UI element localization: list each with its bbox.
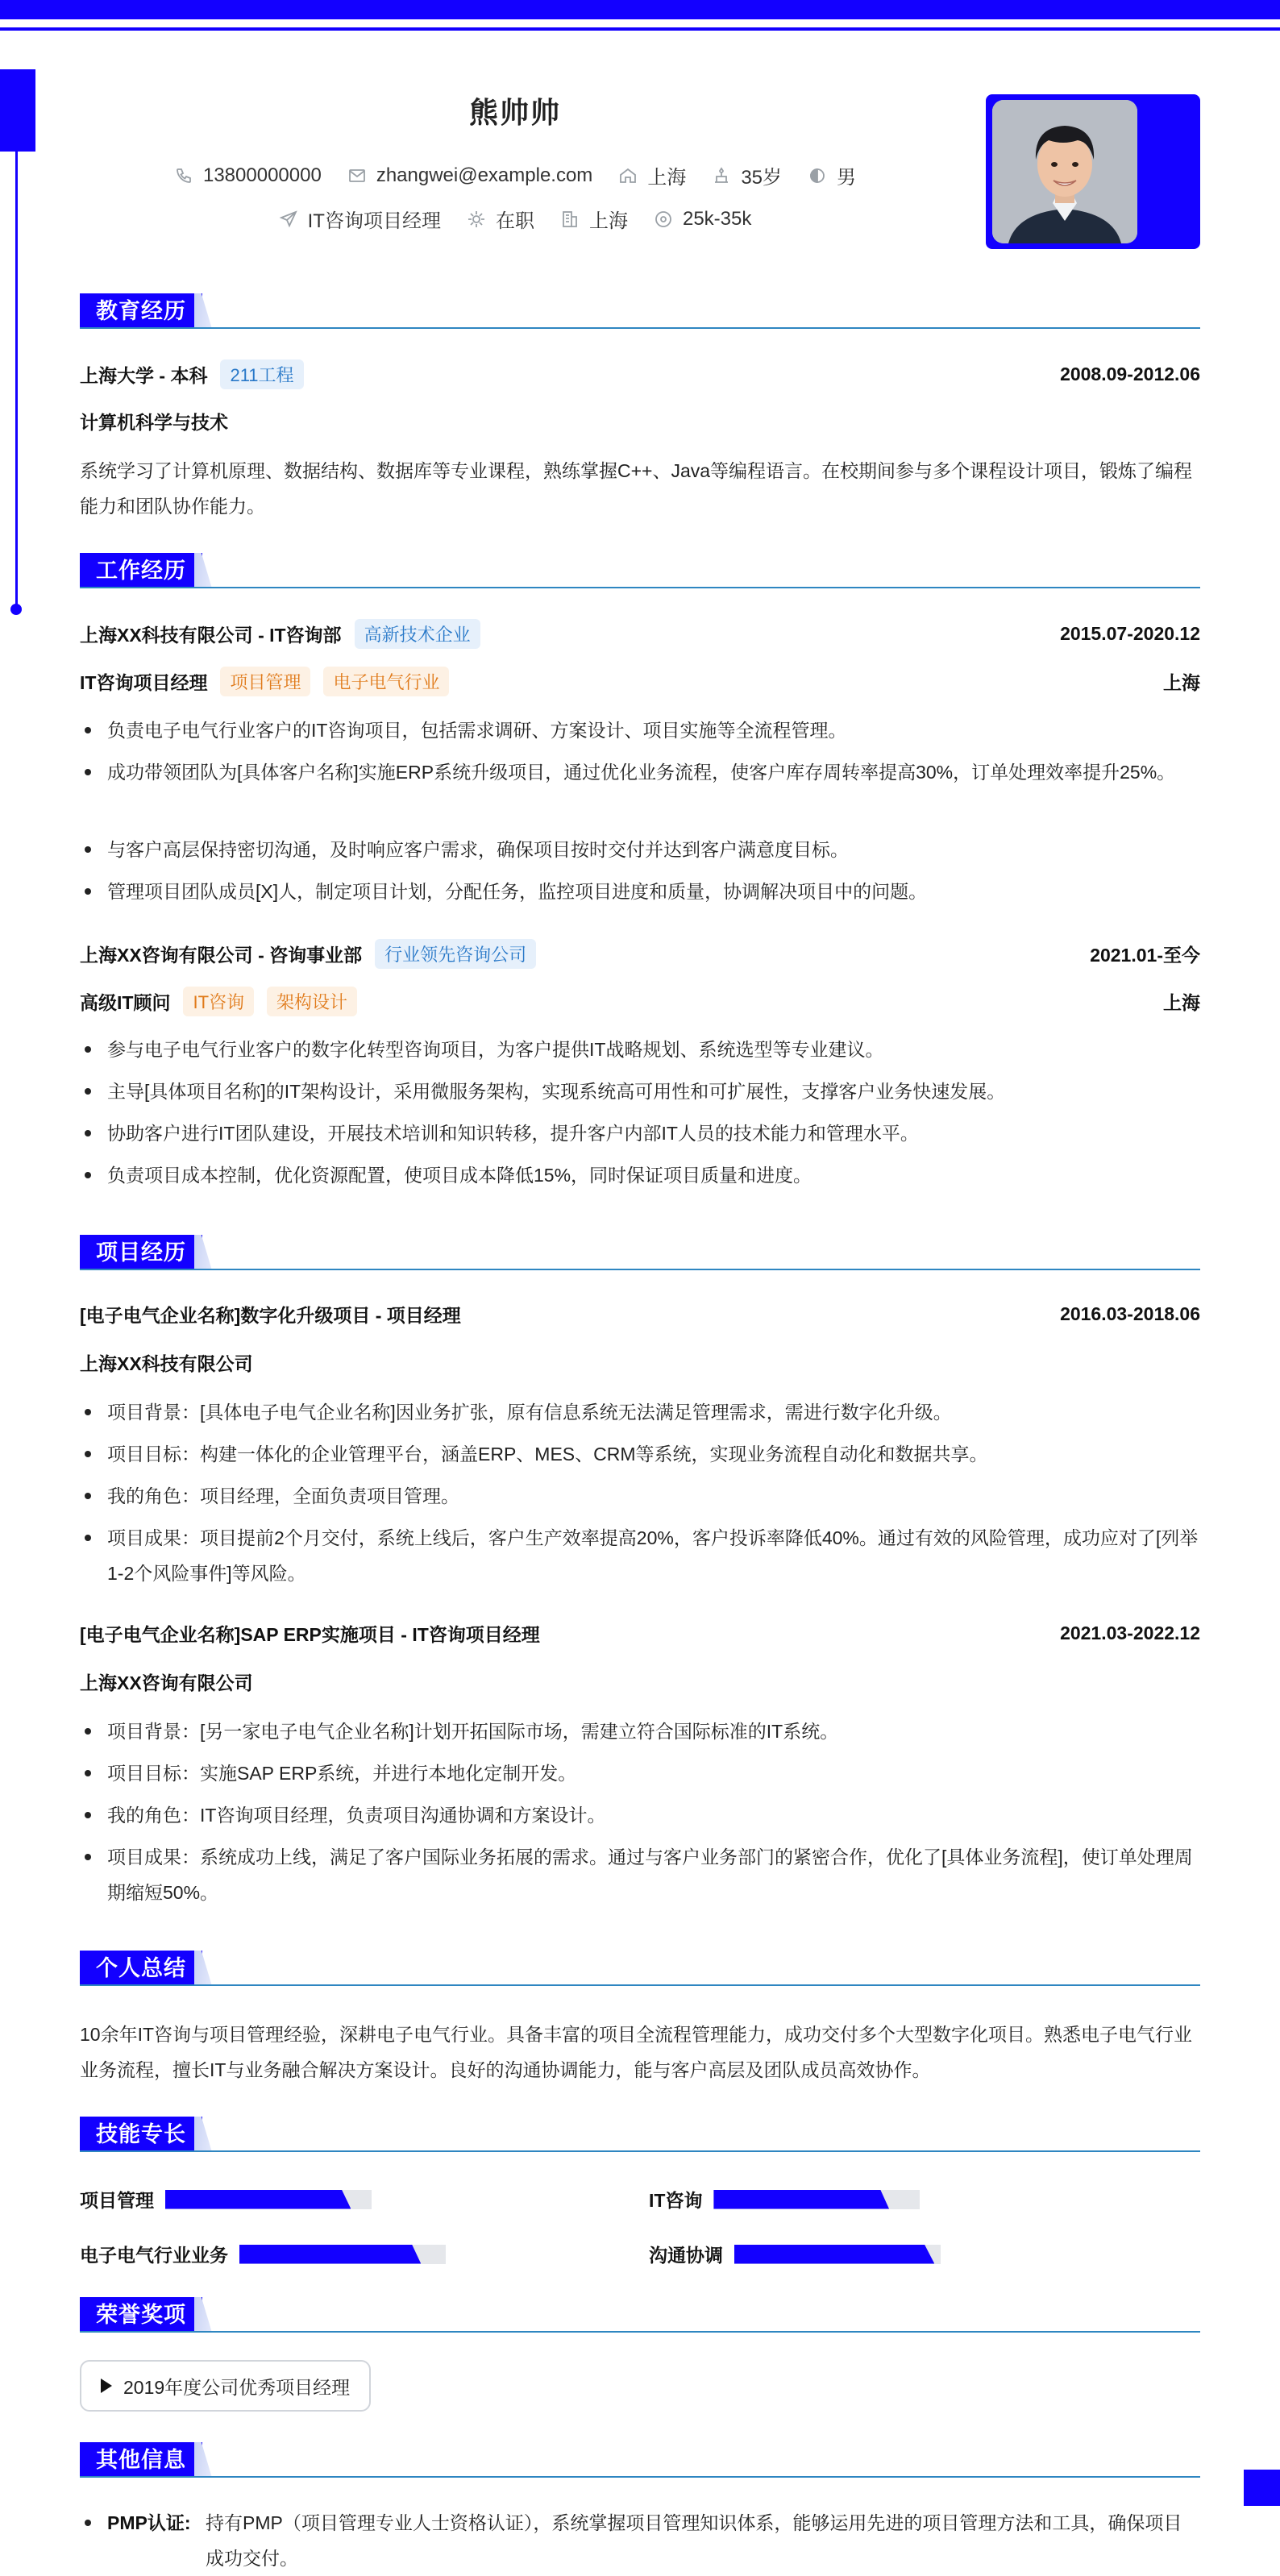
section-title: 其他信息 <box>80 2442 202 2478</box>
other-value: 持有PMP（项目管理专业人士资格认证），系统掌握项目管理知识体系，能够运用先进的项目管理方法和工具，确保项目成功交付。 <box>206 2512 1182 2569</box>
email-item <box>347 164 593 187</box>
mail-icon <box>347 166 367 185</box>
skill-name: 电子电气行业业务 <box>80 2245 228 2266</box>
work-header <box>80 619 1200 649</box>
work-date: 2021.01-至今 <box>1090 945 1200 966</box>
work-header <box>80 939 1200 969</box>
section-education <box>80 293 1200 329</box>
section-title-slant <box>194 2117 212 2152</box>
project-company-row <box>80 1668 1200 1695</box>
role-tag: 架构设计 <box>267 987 357 1016</box>
honor-text: 2019年度公司优秀项目经理 <box>123 2376 351 2398</box>
skill-bar-fill <box>734 2245 934 2264</box>
project-company: 上海XX咨询有限公司 <box>80 1672 253 1693</box>
section-title-slant <box>194 1235 212 1270</box>
top-accent-bar <box>0 0 1280 19</box>
salary-icon <box>654 210 673 229</box>
list-item: 项目目标：构建一体化的企业管理平台，涵盖ERP、MES、CRM等系统，实现业务流程自动化和数据共享。 <box>80 1436 1200 1472</box>
company: 上海XX咨询有限公司 - 咨询事业部 行业领先咨询公司 <box>80 939 536 969</box>
project-date: 2021.03-2022.12 <box>1060 1622 1200 1643</box>
salary-text: 25k-35k <box>682 207 752 230</box>
skill-bar <box>239 2245 446 2264</box>
skill-bar <box>734 2245 941 2264</box>
section-rule <box>80 1984 1200 1986</box>
send-icon <box>279 210 298 229</box>
section-title-slant <box>194 2442 212 2478</box>
section-rule <box>80 1269 1200 1270</box>
left-accent-block <box>0 69 35 152</box>
bullet-dot <box>85 2520 91 2526</box>
work-city: 上海 <box>1163 672 1200 693</box>
phone-item <box>174 164 322 187</box>
role-tag: 电子电气行业 <box>323 667 449 696</box>
section-title: 工作经历 <box>80 553 202 588</box>
company: 上海XX科技有限公司 - IT咨询部 高新技术企业 <box>80 619 480 649</box>
target-city-text: 上海 <box>588 210 628 232</box>
education-desc: 系统学习了计算机原理、数据结构、数据库等专业课程，熟练掌握C++、Java等编程语言。在校期间参与多个课程设计项目，锻炼了编程能力和团队协作能力。 <box>80 460 1193 517</box>
company-tag: 行业领先咨询公司 <box>375 939 536 969</box>
section-summary <box>80 1951 1200 1986</box>
other-key: PMP认证: <box>107 2512 191 2533</box>
work-date: 2015.07-2020.12 <box>1060 623 1200 644</box>
salary-item <box>654 208 751 231</box>
gender-text: 男 <box>837 167 857 189</box>
skill-name: IT咨询 <box>649 2190 703 2211</box>
section-title: 个人总结 <box>80 1951 202 1986</box>
project-header <box>80 1620 1200 1647</box>
section-rule <box>80 2331 1200 2333</box>
building-icon <box>560 210 580 229</box>
intention-row <box>80 205 950 233</box>
list-item: 我的角色：IT咨询项目经理，负责项目沟通协调和方案设计。 <box>80 1797 1200 1833</box>
list-item: 协助客户进行IT团队建设，开展技术培训和知识转移，提升客户内部IT人员的技术能力和管理水平。 <box>80 1116 1200 1151</box>
education-header <box>80 359 1200 389</box>
project-company-row <box>80 1349 1200 1376</box>
target-job-text: IT咨询项目经理 <box>307 210 441 232</box>
list-item: 项目背景：[另一家电子电气企业名称]计划开拓国际市场，需建立符合国际标准的IT系统。 <box>80 1714 1200 1749</box>
skill-item <box>80 2241 446 2267</box>
honor-item[interactable] <box>80 2360 371 2412</box>
skill-bar <box>165 2190 372 2209</box>
section-other <box>80 2442 1200 2478</box>
city-text: 上海 <box>647 167 687 189</box>
target-city-item <box>560 205 628 233</box>
major: 计算机科学与技术 <box>80 412 228 433</box>
role: IT咨询项目经理 项目管理 电子电气行业 <box>80 667 449 696</box>
list-item: 项目目标：实施SAP ERP系统，并进行本地化定制开发。 <box>80 1755 1200 1791</box>
skill-item <box>649 2241 941 2267</box>
section-title: 荣誉奖项 <box>80 2297 202 2333</box>
section-title: 技能专长 <box>80 2117 202 2152</box>
candidate-name: 熊帅帅 <box>468 96 561 129</box>
skill-bar-fill <box>239 2245 421 2264</box>
company-tag: 高新技术企业 <box>355 619 480 649</box>
section-title-slant <box>194 1951 212 1986</box>
email-text: zhangwei@example.com <box>376 164 593 186</box>
project-company: 上海XX科技有限公司 <box>80 1353 253 1374</box>
status-item <box>467 205 534 233</box>
project-title: [电子电气企业名称]SAP ERP实施项目 - IT咨询项目经理 <box>80 1624 540 1645</box>
role-tag: IT咨询 <box>183 987 254 1016</box>
school-tag: 211工程 <box>220 359 303 389</box>
home-icon <box>618 166 638 185</box>
list-item: 项目成果：系统成功上线，满足了客户国际业务拓展的需求。通过与客户业务部门的紧密合作，优化了[具体业务流程]，使订单处理周期缩短50%。 <box>80 1839 1200 1910</box>
phone-text: 13800000000 <box>202 164 322 186</box>
avatar <box>992 100 1137 243</box>
skill-bar <box>713 2190 920 2209</box>
education-date: 2008.09-2012.06 <box>1060 364 1200 384</box>
list-item: 我的角色：项目经理，全面负责项目管理。 <box>80 1478 1200 1514</box>
work-city: 上海 <box>1163 992 1200 1013</box>
list-item: 成功带领团队为[具体客户名称]实施ERP系统升级项目，通过优化业务流程，使客户库存周转率提高30%，订单处理效率提升25%。 <box>80 754 1200 790</box>
school: 上海大学 - 本科 211工程 <box>80 359 304 389</box>
work-role-row <box>80 987 1200 1016</box>
section-projects <box>80 1235 1200 1270</box>
section-title-slant <box>194 553 212 588</box>
list-item: 负责项目成本控制，优化资源配置，使项目成本降低15%，同时保证项目质量和进度。 <box>80 1157 1200 1193</box>
major-row <box>80 408 1200 434</box>
role: 高级IT顾问 IT咨询 架构设计 <box>80 987 357 1016</box>
section-title-slant <box>194 2297 212 2333</box>
skill-item <box>649 2186 920 2212</box>
list-item: 主导[具体项目名称]的IT架构设计，采用微服务架构，实现系统高可用性和可扩展性，支撑客户业务快速发展。 <box>80 1074 1200 1109</box>
list-item: 管理项目团队成员[X]人，制定项目计划，分配任务，监控项目进度和质量，协调解决项目中的问题。 <box>80 874 1200 909</box>
status-text: 在职 <box>495 210 534 232</box>
list-item: 与客户高层保持密切沟通，及时响应客户需求，确保项目按时交付并达到客户满意度目标。 <box>80 832 1200 867</box>
section-rule <box>80 2476 1200 2478</box>
project-date: 2016.03-2018.06 <box>1060 1303 1200 1324</box>
section-rule <box>80 2150 1200 2152</box>
section-title: 项目经历 <box>80 1235 202 1270</box>
list-item: 参与电子电气行业客户的数字化转型咨询项目，为客户提供IT战略规划、系统选型等专业建议。 <box>80 1032 1200 1067</box>
section-skills <box>80 2117 1200 2152</box>
list-item: 项目背景：[具体电子电气企业名称]因业务扩张，原有信息系统无法满足管理需求，需进行数字化升级。 <box>80 1394 1200 1430</box>
list-item: 项目成果：项目提前2个月交付，系统上线后，客户生产效率提高20%，客户投诉率降低40%。通过有效的风险管理，成功应对了[列举1-2个风险事件]等风险。 <box>80 1520 1200 1591</box>
section-title-slant <box>194 293 212 329</box>
section-title: 教育经历 <box>80 293 202 329</box>
age-item <box>712 161 782 189</box>
phone-icon <box>174 166 193 185</box>
project-title: [电子电气企业名称]数字化升级项目 - 项目经理 <box>80 1305 461 1326</box>
section-rule <box>80 327 1200 329</box>
gender-icon <box>808 166 827 185</box>
status-icon <box>467 210 486 229</box>
project-header <box>80 1301 1200 1327</box>
left-accent-dot <box>10 604 22 615</box>
section-work <box>80 553 1200 588</box>
summary-text: 10余年IT咨询与项目管理经验，深耕电子电气行业。具备丰富的项目全流程管理能力，成功交付多个大型数字化项目。熟悉电子电气行业业务流程，擅长IT与业务融合解决方案设计。良好的沟通协调能力，能与客户高层及团队成员高效协作。 <box>80 2024 1193 2080</box>
role-tag: 项目管理 <box>220 667 310 696</box>
list-item: 负责电子电气行业客户的IT咨询项目，包括需求调研、方案设计、项目实施等全流程管理。 <box>80 713 1200 748</box>
age-icon <box>712 166 731 185</box>
right-accent-block <box>1244 2470 1280 2506</box>
skill-name: 沟通协调 <box>649 2245 723 2266</box>
gender-item <box>808 161 856 189</box>
skill-name: 项目管理 <box>80 2190 154 2211</box>
top-accent-line <box>0 27 1280 31</box>
target-job-item <box>279 205 441 233</box>
work-role-row <box>80 667 1200 696</box>
contact-row <box>80 161 950 189</box>
skill-bar-fill <box>165 2190 351 2209</box>
section-honors <box>80 2297 1200 2333</box>
section-rule <box>80 587 1200 588</box>
skill-item <box>80 2186 372 2212</box>
play-triangle-icon <box>101 2379 112 2393</box>
skill-bar-fill <box>713 2190 889 2209</box>
age-text: 35岁 <box>741 167 783 189</box>
city-item <box>618 161 686 189</box>
left-accent-line <box>15 152 18 609</box>
